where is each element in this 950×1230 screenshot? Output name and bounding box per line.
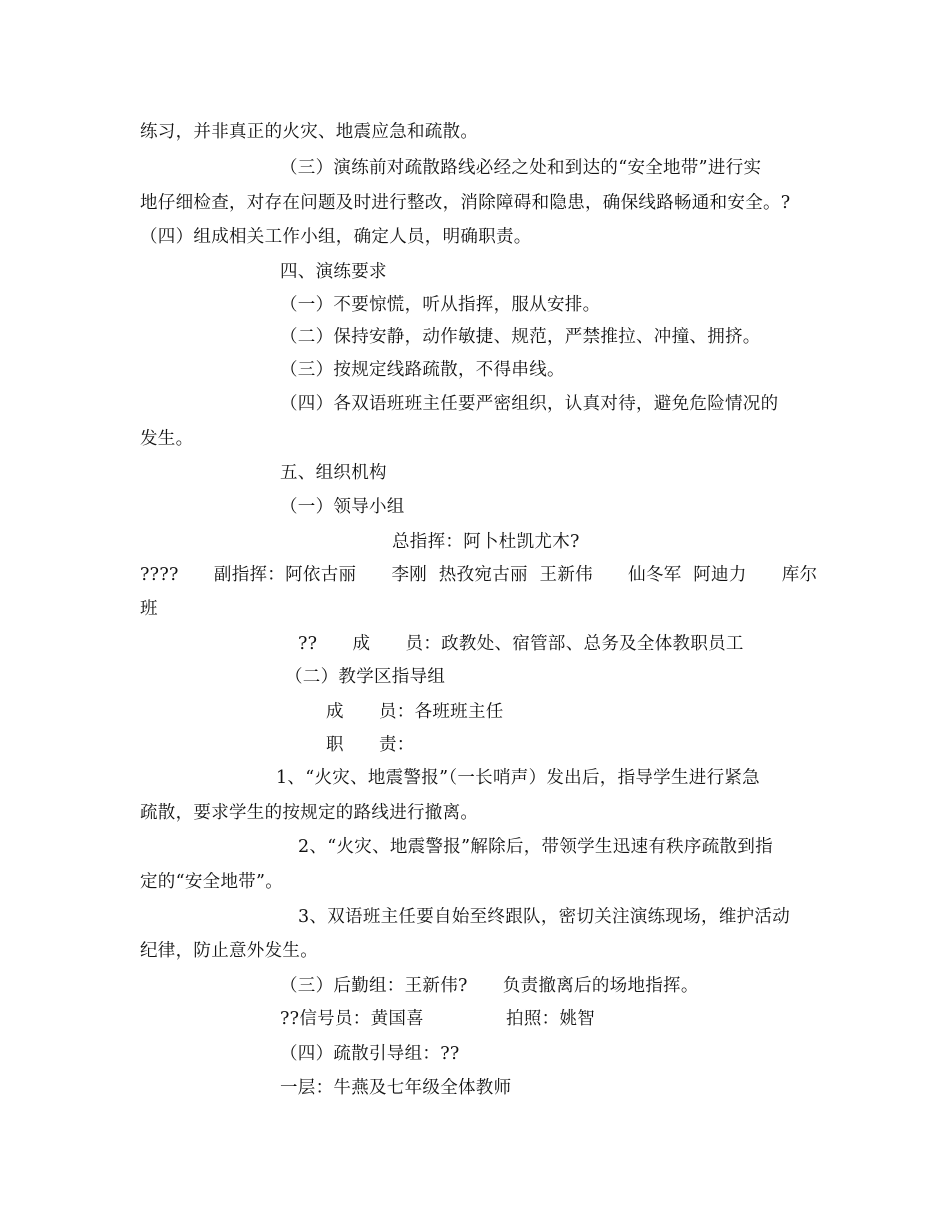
text-line: 地仔细检查，对存在问题及时进行整改，消除障碍和隐患，确保线路畅通和安全。? <box>140 193 791 213</box>
text-line: 班 <box>140 599 158 619</box>
text-line: ??信号员：黄国喜 拍照：姚智 <box>280 1009 596 1029</box>
text-line: （三）后勤组：王新伟? 负责撤离后的场地指挥。 <box>280 976 699 996</box>
text-line: 练习，并非真正的火灾、地震应急和疏散。 <box>140 122 479 142</box>
text-line: （二）保持安静，动作敏捷、规范，严禁推拉、冲撞、拥挤。 <box>280 327 761 347</box>
text-line: 定的“安全地带”。 <box>140 872 284 892</box>
text-line: （一）不要惊慌，听从指挥，服从安排。 <box>280 295 601 315</box>
text-line: 1、“火灾、地震警报”（一长哨声）发出后，指导学生进行紧急 <box>276 768 760 788</box>
text-line: ???? 副指挥：阿依古丽 李刚 热孜宛古丽 王新伟 仙冬军 阿迪力 库尔 <box>140 565 818 585</box>
text-line: （二）教学区指导组 <box>285 667 446 687</box>
text-line: 3、双语班主任要自始至终跟队，密切关注演练现场，维护活动 <box>298 907 791 927</box>
text-line: 纪律，防止意外发生。 <box>140 941 318 961</box>
text-line: 总指挥：阿卜杜凯尤木? <box>392 532 580 552</box>
text-line: （一）领导小组 <box>280 497 405 517</box>
text-line: （四）各双语班班主任要严密组织，认真对待，避免危险情况的 <box>280 394 779 414</box>
text-line: 发生。 <box>140 429 194 449</box>
text-line: （四）疏散引导组：?? <box>280 1044 460 1064</box>
text-line: 职 责： <box>326 735 415 755</box>
section-heading: 五、组织机构 <box>280 463 387 483</box>
text-line: （三）按规定线路疏散，不得串线。 <box>280 360 565 380</box>
text-line: 一层：牛燕及七年级全体教师 <box>280 1078 512 1098</box>
text-line: 2、“火灾、地震警报”解除后，带领学生迅速有秩序疏散到指 <box>298 837 773 857</box>
text-line: ?? 成 员：政教处、宿管部、总务及全体教职员工 <box>298 634 744 654</box>
text-line: 成 员：各班班主任 <box>326 702 504 722</box>
section-heading: 四、演练要求 <box>280 262 387 282</box>
text-line: 疏散，要求学生的按规定的路线进行撤离。 <box>140 803 479 823</box>
text-line: （四）组成相关工作小组，确定人员，明确职责。 <box>140 227 532 247</box>
text-line: （三）演练前对疏散路线必经之处和到达的“安全地带”进行实 <box>280 158 762 178</box>
